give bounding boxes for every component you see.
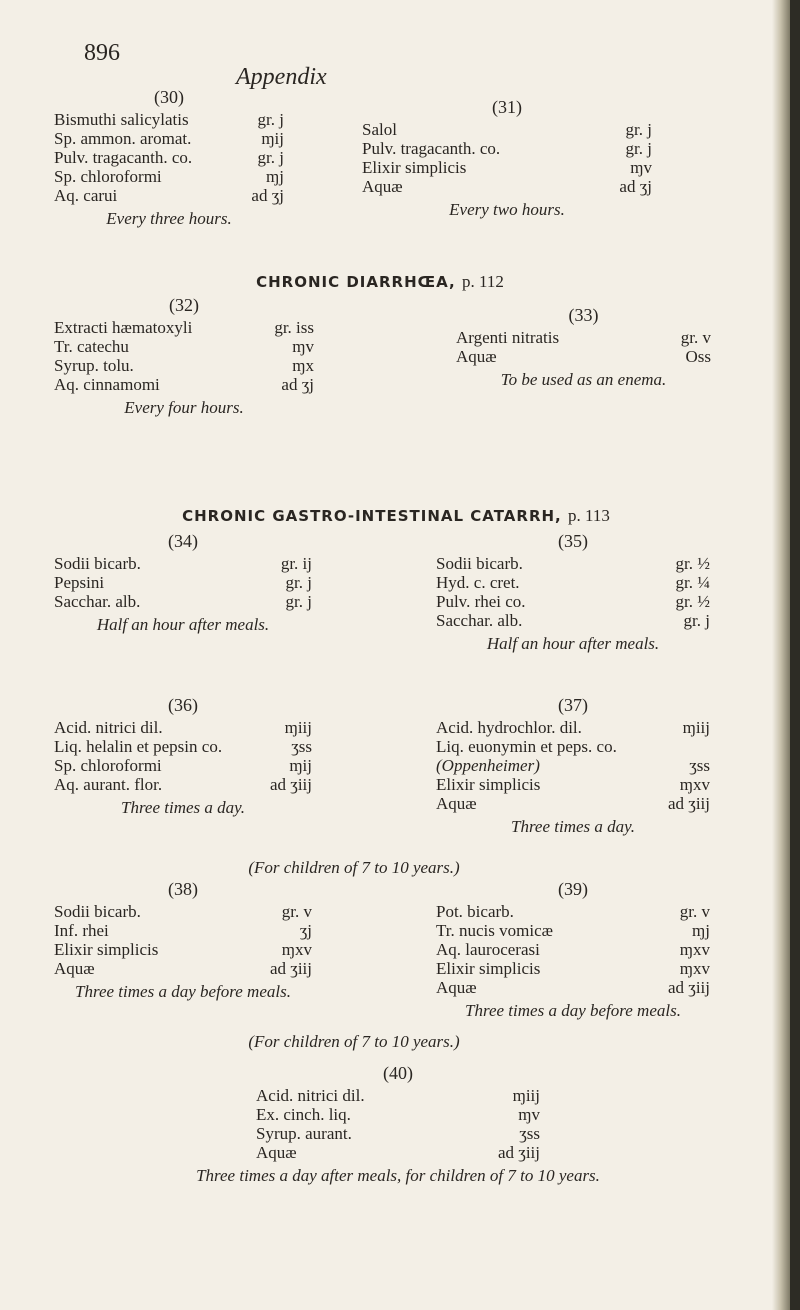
ingredient-name: Elixir simplicis (436, 959, 541, 978)
ingredient-name: Sodii bicarb. (54, 902, 141, 921)
directions: Half an hour after meals. (486, 634, 660, 653)
directions: Every two hours. (449, 200, 565, 219)
ingredient-row (436, 554, 710, 573)
ingredient-row (54, 737, 312, 756)
ingredient-name: Sp. ammon. aromat. (54, 129, 192, 148)
ingredient-row (54, 186, 284, 205)
ingredient-name: Sacchar. alb. (436, 611, 523, 630)
ingredient-quantity: gr. v (680, 328, 711, 347)
note-children-38-39: (For children of 7 to 10 years.) (248, 1032, 460, 1051)
ingredient-row (54, 318, 314, 337)
ingredient-name: Inf. rhei (54, 921, 109, 940)
ingredient-quantity: ad ʒiij (497, 1143, 540, 1162)
ingredient-name: Pulv. rhei co. (436, 592, 526, 611)
ingredient-quantity: gr. j (683, 611, 710, 630)
ingredient-quantity: gr. ½ (675, 592, 710, 611)
ingredient-row (362, 158, 652, 177)
directions: Half an hour after meals. (96, 615, 270, 634)
ingredient-name: Syrup. tolu. (54, 356, 134, 375)
ingredient-quantity: ɱiij (682, 718, 710, 737)
ingredient-row (54, 375, 314, 394)
ingredient-quantity: gr. j (625, 139, 652, 158)
directions: Three times a day. (120, 798, 246, 817)
ingredient-row (436, 775, 710, 794)
prescription-number: (36) (168, 695, 198, 715)
ingredient-quantity: ʒss (519, 1124, 540, 1143)
ingredient-name: Argenti nitratis (456, 328, 560, 347)
prescription-number: (33) (568, 305, 599, 325)
page-number: 896 (84, 40, 120, 66)
ingredient-quantity: Oss (685, 347, 711, 366)
ingredient-quantity: gr. j (625, 120, 652, 139)
section-page-ref: p. 113 (568, 506, 610, 525)
ingredient-quantity: ʒss (291, 737, 312, 756)
prescription-number: (37) (558, 695, 588, 715)
ingredient-name: Liq. helalin et pepsin co. (54, 737, 223, 756)
ingredient-quantity: gr. ½ (675, 554, 710, 573)
ingredient-row (436, 978, 710, 997)
ingredient-row (436, 921, 710, 940)
ingredient-name: Aquæ (436, 978, 477, 997)
ingredient-quantity: ɱiij (512, 1086, 540, 1105)
directions: Every four hours. (124, 398, 244, 417)
ingredient-quantity: gr. ij (280, 554, 312, 573)
ingredient-quantity: ad ʒj (251, 186, 284, 205)
ingredient-row (436, 959, 710, 978)
directions: Every three hours. (106, 209, 232, 228)
prescription-32 (54, 296, 314, 417)
prescription-35 (436, 532, 710, 653)
ingredient-name: Salol (362, 120, 397, 139)
ingredient-name: Sodii bicarb. (54, 554, 141, 573)
prescription-number: (31) (492, 97, 522, 117)
ingredient-name: Elixir simplicis (362, 158, 467, 177)
directions: To be used as an enema. (500, 370, 667, 389)
ingredient-quantity: gr. j (257, 148, 284, 167)
ingredient-name: Elixir simplicis (54, 940, 159, 959)
ingredient-row (54, 921, 312, 940)
ingredient-row (54, 940, 312, 959)
prescription-number: (40) (383, 1063, 413, 1083)
ingredient-name: (Oppenheimer) (436, 756, 540, 775)
ingredient-quantity: gr. iss (274, 318, 314, 337)
ingredient-name: Elixir simplicis (436, 775, 541, 794)
ingredient-quantity: ʒss (689, 756, 710, 775)
ingredient-quantity: gr. ¼ (675, 573, 710, 592)
ingredient-quantity: ad ʒj (281, 375, 314, 394)
ingredient-row (54, 592, 312, 611)
ingredient-row (256, 1086, 540, 1105)
ingredient-name: Aq. laurocerasi (436, 940, 540, 959)
ingredient-quantity: ɱj (266, 167, 284, 186)
ingredient-name: Pot. bicarb. (436, 902, 514, 921)
ingredient-quantity: ɱv (292, 337, 314, 356)
ingredient-row (436, 902, 710, 921)
ingredient-name: Aquæ (54, 959, 95, 978)
ingredient-name: Pulv. tragacanth. co. (54, 148, 193, 167)
ingredient-quantity: gr. v (281, 902, 312, 921)
ingredient-row (54, 959, 312, 978)
ingredient-row (54, 129, 284, 148)
directions: Three times a day after meals, for children of 7 to 10 years. (196, 1166, 600, 1185)
ingredient-row (362, 177, 652, 196)
section-title: CHRONIC DIARRHŒA, (256, 273, 456, 291)
ingredient-row (54, 110, 284, 129)
ingredient-name: Aquæ (436, 794, 477, 813)
prescription-number: (34) (168, 531, 198, 551)
ingredient-name: Aq. aurant. flor. (54, 775, 163, 794)
ingredient-quantity: ad ʒiij (269, 775, 312, 794)
prescription-40 (196, 1063, 600, 1185)
ingredient-quantity: ɱij (261, 129, 284, 148)
ingredient-quantity: ad ʒiij (269, 959, 312, 978)
ingredient-name: Ex. cinch. liq. (256, 1105, 351, 1124)
ingredient-row (436, 737, 710, 756)
ingredient-name: Tr. nucis vomicæ (436, 921, 553, 940)
ingredient-name: Aquæ (362, 177, 403, 196)
prescription-30 (54, 88, 284, 228)
ingredient-quantity: ɱj (692, 921, 710, 940)
ingredient-row (456, 347, 711, 366)
prescription-38 (54, 880, 312, 1001)
running-head: Appendix (236, 64, 327, 90)
ingredient-row (54, 902, 312, 921)
ingredient-name: Sacchar. alb. (54, 592, 141, 611)
prescription-36 (54, 696, 312, 817)
ingredient-row (362, 120, 652, 139)
ingredient-name: Acid. nitrici dil. (54, 718, 163, 737)
book-spine-edge (790, 0, 800, 1310)
ingredient-name: Aquæ (456, 347, 497, 366)
ingredient-name: Pepsini (54, 573, 105, 592)
ingredient-row (436, 592, 710, 611)
ingredient-name: Sp. chloroformi (54, 756, 162, 775)
prescription-31 (362, 98, 652, 219)
prescription-number: (32) (169, 295, 199, 315)
ingredient-name: Sodii bicarb. (436, 554, 523, 573)
ingredient-row (256, 1124, 540, 1143)
prescription-number: (30) (154, 87, 184, 107)
ingredient-quantity: ad ʒj (619, 177, 652, 196)
ingredient-name: Acid. nitrici dil. (256, 1086, 365, 1105)
ingredient-row (54, 756, 312, 775)
ingredient-row (54, 718, 312, 737)
ingredient-name: Aq. cinnamomi (54, 375, 160, 394)
ingredient-quantity: ɱij (289, 756, 312, 775)
ingredient-row (256, 1105, 540, 1124)
ingredient-quantity: ɱv (630, 158, 652, 177)
section-header-chronic-diarrhoea (0, 272, 780, 292)
ingredient-name: Aquæ (256, 1143, 297, 1162)
ingredient-row (436, 611, 710, 630)
ingredient-quantity: ɱxv (679, 959, 710, 978)
ingredient-row (256, 1143, 540, 1162)
ingredient-name: Syrup. aurant. (256, 1124, 352, 1143)
prescription-number: (39) (558, 879, 588, 899)
section-title: CHRONIC GASTRO-INTESTINAL CATARRH, (182, 507, 562, 525)
ingredient-row (362, 139, 652, 158)
ingredient-quantity: ɱxv (281, 940, 312, 959)
ingredient-row (456, 328, 711, 347)
prescription-37 (436, 696, 710, 836)
ingredient-name: Bismuthi salicylatis (54, 110, 189, 129)
ingredient-name: Hyd. c. cret. (436, 573, 520, 592)
ingredient-row (54, 554, 312, 573)
ingredient-quantity: ɱv (518, 1105, 540, 1124)
prescription-39 (436, 880, 710, 1020)
ingredient-quantity: ɱiij (284, 718, 312, 737)
ingredient-quantity: ʒj (299, 921, 312, 940)
ingredient-quantity: ɱxv (679, 940, 710, 959)
ingredient-row (54, 775, 312, 794)
ingredient-name: Aq. carui (54, 186, 118, 205)
ingredient-quantity (636, 737, 710, 756)
ingredient-row (436, 573, 710, 592)
ingredient-quantity: gr. j (285, 592, 312, 611)
ingredient-name: Tr. catechu (54, 337, 129, 356)
ingredient-row (54, 573, 312, 592)
ingredient-row (436, 940, 710, 959)
ingredient-row (436, 794, 710, 813)
ingredient-quantity: gr. j (257, 110, 284, 129)
ingredient-name: Pulv. tragacanth. co. (362, 139, 501, 158)
ingredient-row (54, 167, 284, 186)
prescription-number: (38) (168, 879, 198, 899)
ingredient-row (54, 337, 314, 356)
ingredient-quantity: ɱxv (679, 775, 710, 794)
ingredient-row (54, 356, 314, 375)
ingredient-quantity: gr. j (285, 573, 312, 592)
directions: Three times a day before meals. (465, 1001, 681, 1020)
directions: Three times a day. (510, 817, 636, 836)
prescription-33 (456, 306, 711, 389)
ingredient-row (436, 756, 710, 775)
ingredient-name: Acid. hydrochlor. dil. (436, 718, 582, 737)
ingredient-quantity: gr. v (679, 902, 710, 921)
directions: Three times a day before meals. (75, 982, 291, 1001)
ingredient-name: Liq. euonymin et peps. co. (436, 737, 617, 756)
note-children-36-37: (For children of 7 to 10 years.) (248, 858, 460, 877)
prescription-34 (54, 532, 312, 634)
ingredient-quantity: ɱx (292, 356, 314, 375)
prescription-number: (35) (558, 531, 588, 551)
ingredient-row (54, 148, 284, 167)
section-header-gastro-intestinal-catarrh (0, 506, 796, 526)
ingredient-quantity: ad ʒiij (667, 978, 710, 997)
ingredient-name: Sp. chloroformi (54, 167, 162, 186)
section-page-ref: p. 112 (461, 272, 504, 291)
ingredient-quantity: ad ʒiij (667, 794, 710, 813)
ingredient-row (436, 718, 710, 737)
ingredient-name: Extracti hæmatoxyli (54, 318, 193, 337)
